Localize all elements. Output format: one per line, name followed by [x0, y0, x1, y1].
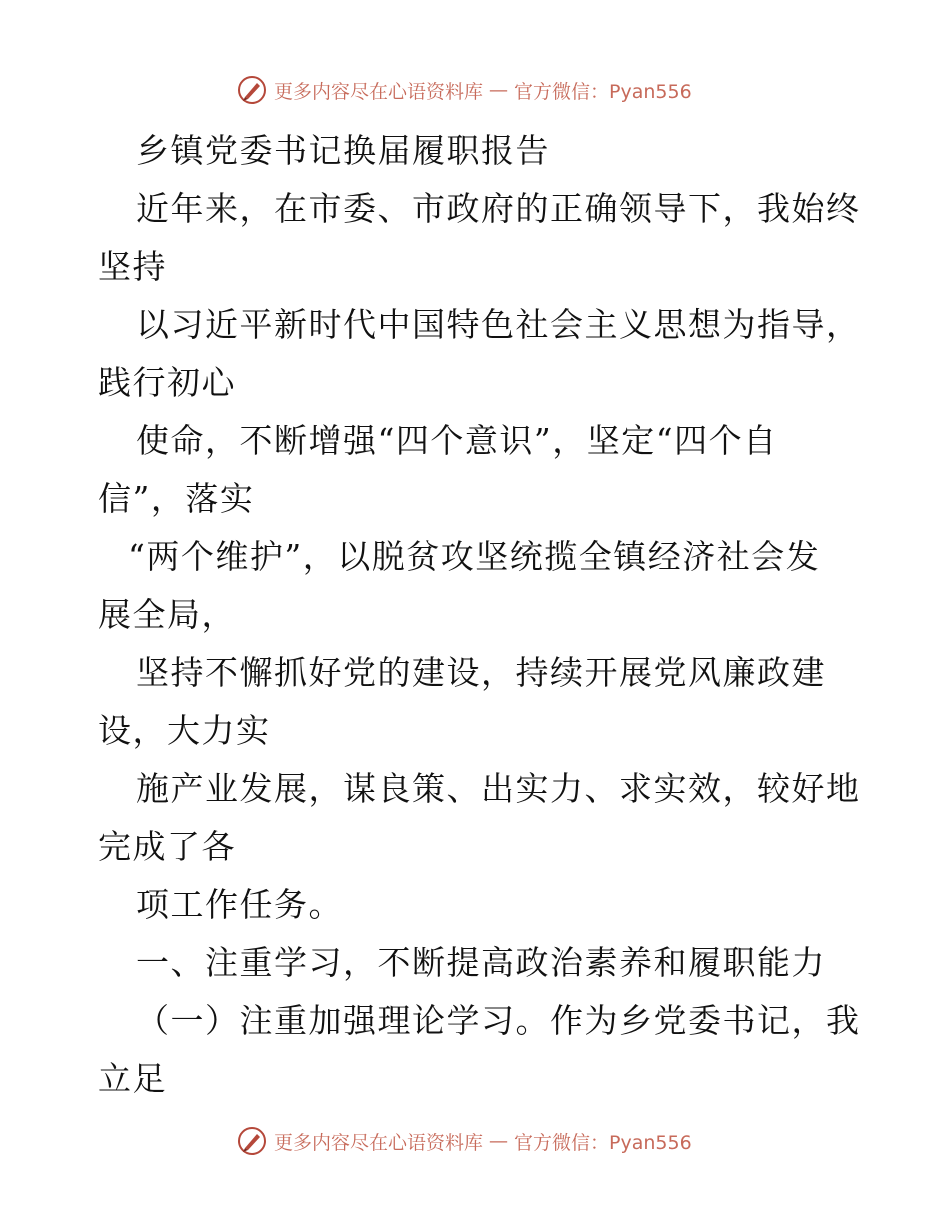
watermark-main-text: 更多内容尽在心语资料库: [274, 80, 484, 103]
paragraph-line: 立足: [98, 1059, 167, 1098]
document-title: 乡镇党委书记换届履职报告: [136, 131, 550, 170]
paragraph-line: 信”，落实: [98, 479, 255, 518]
subsection-heading: （一）注重加强理论学习。作为乡党委书记，我: [136, 1001, 861, 1040]
paragraph-line: 展全局，: [98, 595, 236, 634]
paragraph-line: 项工作任务。: [136, 885, 343, 924]
watermark-wechat-text: 官方微信：Pyan556: [514, 1131, 692, 1154]
watermark-wechat-text: 官方微信：Pyan556: [514, 80, 692, 103]
paragraph-line: 使命，不断增强“四个意识”，坚定“四个自: [136, 421, 778, 460]
paragraph-line: 完成了各: [98, 827, 236, 866]
section-heading: 一、注重学习，不断提高政治素养和履职能力: [136, 943, 826, 982]
watermark-dash: —: [489, 79, 509, 101]
watermark-dash: —: [489, 1130, 509, 1152]
paragraph-line: 施产业发展，谋良策、出实力、求实效，较好地: [136, 769, 861, 808]
watermark-main-text: 更多内容尽在心语资料库: [274, 1131, 484, 1154]
paragraph-line: 坚持: [98, 247, 167, 286]
document-body: [98, 122, 861, 1108]
header-watermark: [236, 73, 692, 107]
pen-logo-icon: [236, 74, 268, 106]
paragraph-line: 以习近平新时代中国特色社会主义思想为指导，: [136, 305, 861, 344]
footer-watermark: [236, 1124, 692, 1158]
paragraph-line: “两个维护”，以脱贫攻坚统揽全镇经济社会发: [128, 537, 821, 576]
paragraph-line: 近年来，在市委、市政府的正确领导下，我始终: [136, 189, 861, 228]
paragraph-line: 践行初心: [98, 363, 236, 402]
paragraph-line: 设，大力实: [98, 711, 271, 750]
pen-logo-icon: [236, 1125, 268, 1157]
paragraph-line: 坚持不懈抓好党的建设，持续开展党风廉政建: [136, 653, 826, 692]
